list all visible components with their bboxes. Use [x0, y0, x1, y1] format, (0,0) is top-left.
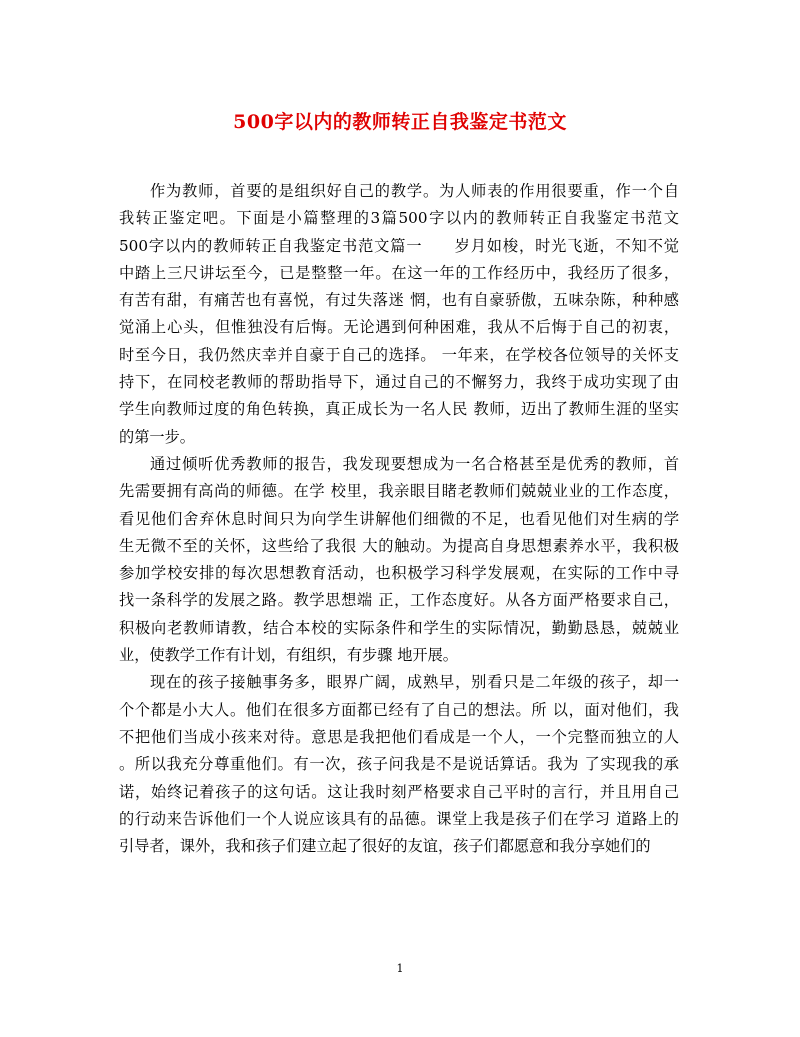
text-line: 持下，在同校老教师的帮助指导下，通过自己的不懈努力，我终于成功实现了由: [119, 373, 679, 392]
text-line: 找一条科学的发展之路。教学思想端 正，工作态度好。从各方面严格要求自己，: [119, 591, 679, 610]
text-line: 的第一步。: [119, 427, 195, 446]
paragraph: [119, 178, 679, 451]
text-line: 时至今日，我仍然庆幸并自豪于自己的选择。 一年来，在学校各位领导的关怀支: [119, 345, 679, 364]
page-number: 1: [396, 962, 404, 975]
paragraph: [119, 451, 679, 669]
text-line: 先需要拥有高尚的师德。在学 校里，我亲眼目睹老教师们兢兢业业的工作态度，: [119, 482, 679, 501]
text-line: 500字以内的教师转正自我鉴定书范文篇一 岁月如梭，时光飞逝，不知不觉: [119, 236, 679, 255]
document-title: 500字以内的教师转正自我鉴定书范文: [233, 111, 567, 133]
text-line: 生无微不至的关怀，这些给了我很 大的触动。为提高自身思想素养水平，我积极: [119, 536, 679, 555]
text-line: 我转正鉴定吧。下面是小篇整理的3篇500字以内的教师转正自我鉴定书范文: [119, 209, 679, 228]
text-line: 作为教师，首要的是组织好自己的教学。为人师表的作用很要重，作一个自: [150, 182, 679, 200]
text-line: 不把他们当成小孩来对待。意思是我把他们看成是一个人，一个完整而独立的人: [119, 727, 679, 746]
text-line: 有苦有甜，有痛苦也有喜悦，有过失落迷 惘，也有自豪骄傲，五味杂陈，种种感: [119, 291, 679, 310]
text-line: 业，使教学工作有计划，有组织，有步骤 地开展。: [119, 646, 458, 665]
text-line: 个个都是小大人。他们在很多方面都已经有了自己的想法。所 以，面对他们，我: [119, 700, 679, 719]
document-body: [119, 178, 679, 860]
text-line: 参加学校安排的每次思想教育活动，也积极学习科学发展观，在实际的工作中寻: [119, 564, 679, 583]
text-line: 的行动来告诉他们一个人说应该具有的品德。课堂上我是孩子们在学习 道路上的: [119, 809, 679, 828]
text-line: 。所以我充分尊重他们。有一次，孩子问我是不是说话算话。我为 了实现我的承: [119, 755, 679, 774]
text-line: 积极向老教师请教，结合本校的实际条件和学生的实际情况，勤勤恳恳，兢兢业: [119, 618, 679, 637]
text-line: 诺，始终记着孩子的这句话。这让我时刻严格要求自己平时的言行，并且用自己: [119, 782, 679, 801]
text-line: 引导者，课外，我和孩子们建立起了很好的友谊，孩子们都愿意和我分享她们的: [119, 837, 651, 856]
text-line: 中踏上三尺讲坛至今，已是整整一年。在这一年的工作经历中，我经历了很多，: [119, 263, 679, 282]
text-line: 现在的孩子接触事务多，眼界广阔，成熟早，别看只是二年级的孩子，却一: [150, 673, 679, 692]
text-line: 觉涌上心头，但惟独没有后悔。无论遇到何种困难，我从不后悔于自己的初衷，: [119, 318, 679, 337]
text-line: 学生向教师过度的角色转换，真正成长为一名人民 教师，迈出了教师生涯的坚实: [119, 400, 679, 419]
paragraph: [119, 669, 679, 860]
text-line: 看见他们舍弃休息时间只为向学生讲解他们细微的不足，也看见他们对生病的学: [119, 509, 679, 528]
text-line: 通过倾听优秀教师的报告，我发现要想成为一名合格甚至是优秀的教师，首: [150, 454, 679, 473]
